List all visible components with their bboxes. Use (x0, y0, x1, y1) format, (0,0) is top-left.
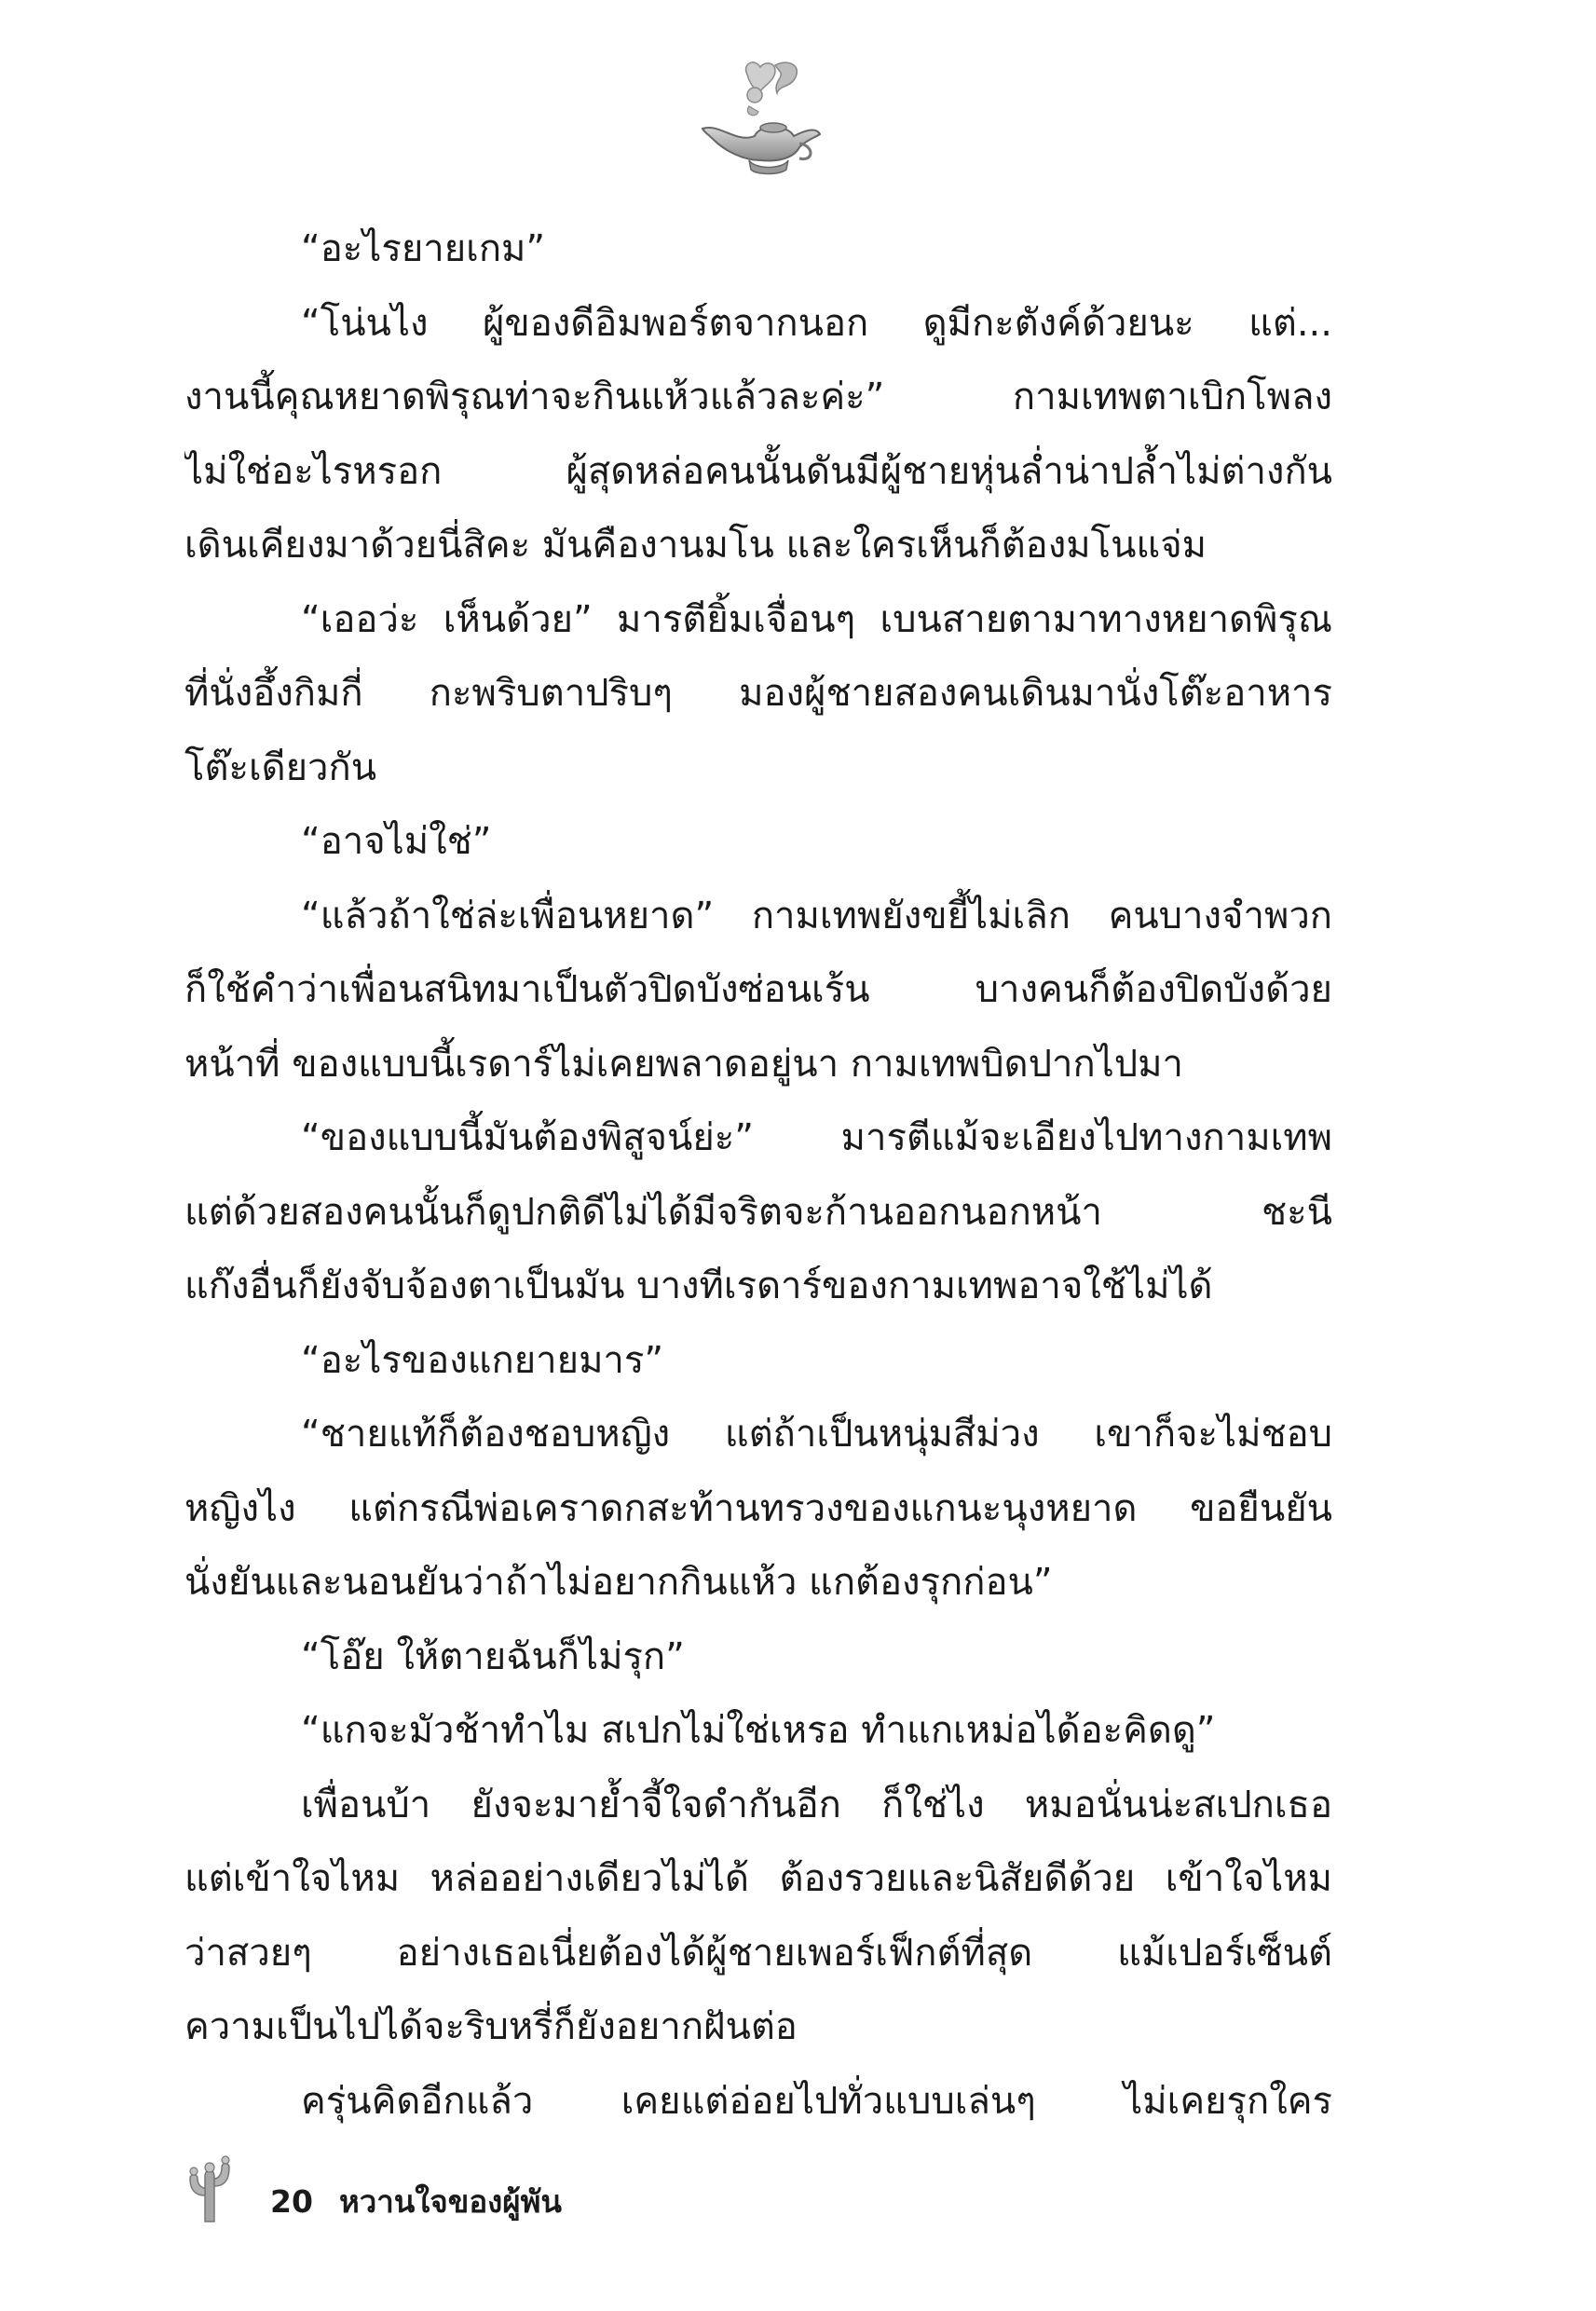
text-line: “โอ๊ย ให้ตายฉันก็ไม่รุก” (301, 1634, 685, 1678)
text-line: เพื่อนบ้า ยังจะมาย้ำจี้ใจดำกันอีก ก็ใช่ไง หมอนั่นน่ะสเปกเธอ (301, 1783, 1332, 1826)
text-line: โต๊ะเดียวกัน (184, 745, 377, 789)
page-number: 20 (270, 2183, 313, 2220)
body-text (184, 212, 1332, 2139)
text-line: หญิงไง แต่กรณีพ่อเคราดกสะท้านทรวงของแกนะนุงหยาด ขอยืนยัน (184, 1486, 1332, 1530)
cactus-icon (177, 2140, 242, 2223)
text-line: ว่าสวยๆ อย่างเธอเนี่ยต้องได้ผู้ชายเพอร์เฟ็กต์ที่สุด แม้เปอร์เซ็นต์ (184, 1931, 1332, 1975)
text-line: “ของแบบนี้มันต้องพิสูจน์ย่ะ” มารตีแม้จะเอียงไปทางกามเทพ (301, 1116, 1332, 1159)
text-line: แต่ด้วยสองคนนั้นก็ดูปกติดีไม่ได้มีจริตจะก้านออกนอกหน้า ชะนี (184, 1190, 1332, 1234)
text-line: ก็ใช้คำว่าเพื่อนสนิทมาเป็นตัวปิดบังซ่อนเร้น บางคนก็ต้องปิดบังด้วย (184, 968, 1332, 1011)
text-line: “อะไรของแกยายมาร” (301, 1338, 664, 1382)
text-line: หน้าที่ ของแบบนี้เรดาร์ไม่เคยพลาดอยู่นา กามเทพบิดปากไปมา (184, 1042, 1184, 1086)
text-line: “โน่นไง ผู้ของดีอิมพอร์ตจากนอก ดูมีกะตังค์ด้วยนะ แต่... (301, 301, 1332, 345)
text-line: เดินเคียงมาด้วยนี่สิคะ มันคืองานมโน และใครเห็นก็ต้องมโนแจ่ม (184, 524, 1207, 567)
text-line: ไม่ใช่อะไรหรอก ผู้สุดหล่อคนนั้นดันมีผู้ชายหุ่นล่ำน่าปล้ำไม่ต่างกัน (184, 449, 1332, 493)
text-line: ครุ่นคิดอีกแล้ว เคยแต่อ่อยไปทั่วแบบเล่นๆ ไม่เคยรุกใคร (301, 2079, 1332, 2123)
text-line: “แกจะมัวช้าทำไม สเปกไม่ใช่เหรอ ทำแกเหม่อได้อะคิดดู” (301, 1709, 1216, 1752)
magic-lamp-with-cupid-icon (689, 54, 829, 180)
text-line: “แล้วถ้าใช่ล่ะเพื่อนหยาด” กามเทพยังขยี้ไม่เลิก คนบางจำพวก (301, 894, 1332, 937)
text-line: แก๊งอื่นก็ยังจับจ้องตาเป็นมัน บางทีเรดาร์ของกามเทพอาจใช้ไม่ได้ (184, 1265, 1213, 1307)
text-line: “อาจไม่ใช่” (301, 820, 492, 863)
text-line: แต่เข้าใจไหม หล่ออย่างเดียวไม่ได้ ต้องรวยและนิสัยดีด้วย เข้าใจไหม (184, 1857, 1332, 1900)
text-line: “อะไรยายเกม” (301, 227, 546, 270)
text-line: งานนี้คุณหยาดพิรุณท่าจะกินแห้วแล้วละค่ะ” กามเทพตาเบิกโพลง (184, 376, 1332, 418)
text-line: “เออว่ะ เห็นด้วย” มารตียิ้มเจื่อนๆ เบนสายตามาทางหยาดพิรุณ (301, 597, 1332, 641)
text-line: ความเป็นไปได้จะริบหรี่ก็ยังอยากฝันต่อ (184, 2005, 798, 2048)
text-line: ที่นั่งอึ้งกิมกี่ กะพริบตาปริบๆ มองผู้ชายสองคนเดินมานั่งโต๊ะอาหาร (184, 672, 1332, 715)
footer-text (270, 2177, 562, 2226)
book-title: หวานใจของผู้พัน (338, 2183, 562, 2220)
page-footer (177, 2140, 736, 2223)
text-line: “ชายแท้ก็ต้องชอบหญิง แต่ถ้าเป็นหนุ่มสีม่วง เขาก็จะไม่ชอบ (301, 1413, 1332, 1456)
text-line: นั่งยันและนอนยันว่าถ้าไม่อยากกินแห้ว แกต้องรุกก่อน” (184, 1561, 1053, 1604)
